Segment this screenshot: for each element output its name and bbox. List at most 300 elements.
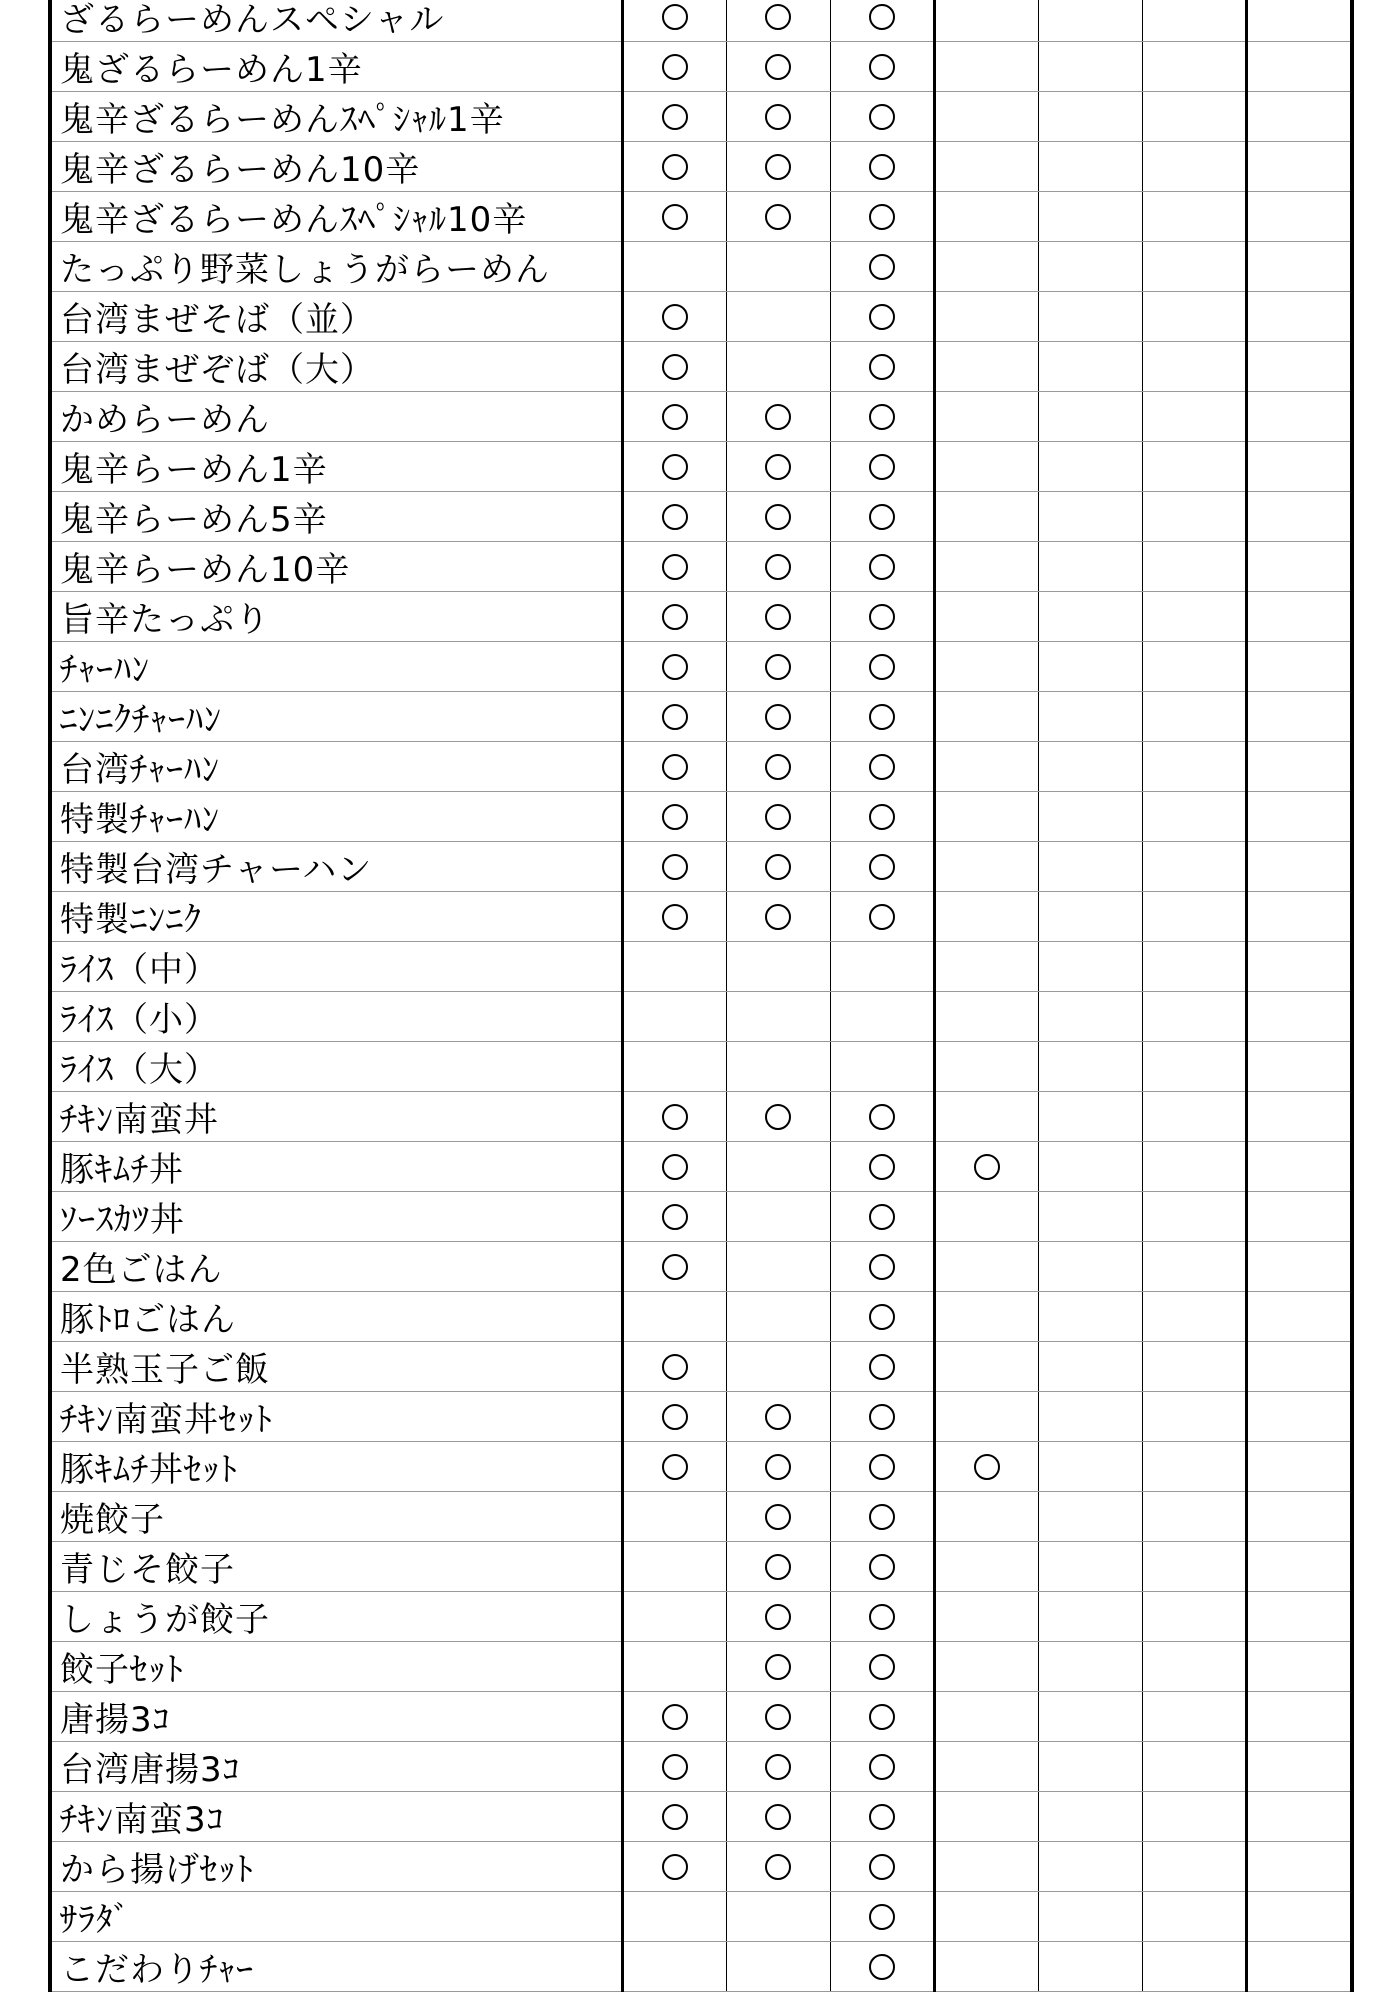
- mark-cell: [830, 1042, 934, 1092]
- circle-mark-icon: [869, 4, 895, 30]
- table-row: [50, 1892, 1352, 1942]
- mark-cell: [934, 792, 1038, 842]
- mark-cell: [1142, 792, 1246, 842]
- circle-mark-icon: [662, 4, 688, 30]
- mark-cell: [622, 0, 726, 42]
- mark-cell: [1142, 1142, 1246, 1192]
- circle-mark-icon: [662, 554, 688, 580]
- mark-cell: [622, 992, 726, 1042]
- mark-cell: [934, 1242, 1038, 1292]
- circle-mark-icon: [869, 1854, 895, 1880]
- menu-item-name: しょうが餃子: [50, 1592, 622, 1642]
- mark-cell: [934, 1042, 1038, 1092]
- mark-cell: [1142, 292, 1246, 342]
- mark-cell: [1246, 1792, 1352, 1842]
- mark-cell: [830, 1542, 934, 1592]
- mark-cell: [1246, 192, 1352, 242]
- menu-item-name: 2色ごはん: [50, 1242, 622, 1292]
- mark-cell: [830, 1842, 934, 1892]
- circle-mark-icon: [765, 154, 791, 180]
- circle-mark-icon: [869, 654, 895, 680]
- mark-cell: [622, 242, 726, 292]
- mark-cell: [726, 1692, 830, 1742]
- menu-item-name: 特製台湾チャーハン: [50, 842, 622, 892]
- menu-item-name: 鬼辛らーめん1辛: [50, 442, 622, 492]
- mark-cell: [622, 1942, 726, 1992]
- mark-cell: [830, 1942, 934, 1992]
- circle-mark-icon: [869, 1204, 895, 1230]
- mark-cell: [830, 692, 934, 742]
- mark-cell: [934, 1142, 1038, 1192]
- table-row: [50, 42, 1352, 92]
- mark-cell: [622, 1792, 726, 1842]
- mark-cell: [1246, 142, 1352, 192]
- mark-cell: [622, 592, 726, 642]
- circle-mark-icon: [765, 504, 791, 530]
- circle-mark-icon: [765, 1504, 791, 1530]
- menu-item-name: 鬼辛ざるらーめん10辛: [50, 142, 622, 192]
- mark-cell: [1246, 342, 1352, 392]
- mark-cell: [1038, 1692, 1142, 1742]
- table-row: [50, 1792, 1352, 1842]
- mark-cell: [726, 1542, 830, 1592]
- mark-cell: [934, 442, 1038, 492]
- circle-mark-icon: [869, 304, 895, 330]
- mark-cell: [934, 1792, 1038, 1842]
- table-row: [50, 92, 1352, 142]
- mark-cell: [1142, 1192, 1246, 1242]
- mark-cell: [934, 92, 1038, 142]
- circle-mark-icon: [869, 1104, 895, 1130]
- mark-cell: [622, 1242, 726, 1292]
- mark-cell: [1246, 1242, 1352, 1292]
- mark-cell: [1246, 1392, 1352, 1442]
- mark-cell: [1038, 592, 1142, 642]
- mark-cell: [726, 442, 830, 492]
- table-row: [50, 1742, 1352, 1792]
- mark-cell: [830, 1192, 934, 1242]
- table-row: [50, 642, 1352, 692]
- mark-cell: [1038, 542, 1142, 592]
- circle-mark-icon: [662, 1704, 688, 1730]
- mark-cell: [934, 842, 1038, 892]
- table-row: [50, 1342, 1352, 1392]
- circle-mark-icon: [869, 904, 895, 930]
- circle-mark-icon: [869, 804, 895, 830]
- mark-cell: [622, 542, 726, 592]
- circle-mark-icon: [869, 1154, 895, 1180]
- table-row: [50, 1692, 1352, 1742]
- mark-cell: [622, 192, 726, 242]
- mark-cell: [726, 1342, 830, 1392]
- menu-item-name: 青じそ餃子: [50, 1542, 622, 1592]
- mark-cell: [726, 1592, 830, 1642]
- circle-mark-icon: [662, 1804, 688, 1830]
- mark-cell: [830, 142, 934, 192]
- mark-cell: [726, 242, 830, 292]
- circle-mark-icon: [662, 1754, 688, 1780]
- mark-cell: [1142, 92, 1246, 142]
- circle-mark-icon: [662, 1354, 688, 1380]
- mark-cell: [1142, 992, 1246, 1042]
- mark-cell: [934, 1092, 1038, 1142]
- menu-item-name: ﾆﾝﾆｸﾁｬｰﾊﾝ: [50, 692, 622, 742]
- circle-mark-icon: [662, 804, 688, 830]
- menu-item-name: 豚ｷﾑﾁ丼ｾｯﾄ: [50, 1442, 622, 1492]
- mark-cell: [1246, 1692, 1352, 1742]
- circle-mark-icon: [765, 1854, 791, 1880]
- menu-item-name: ﾗｲｽ（中）: [50, 942, 622, 992]
- table-row: [50, 492, 1352, 542]
- circle-mark-icon: [869, 1504, 895, 1530]
- menu-item-name: 台湾まぜそば（並）: [50, 292, 622, 342]
- mark-cell: [622, 392, 726, 442]
- mark-cell: [622, 1642, 726, 1692]
- mark-cell: [934, 642, 1038, 692]
- mark-cell: [830, 1592, 934, 1642]
- table-row: [50, 1392, 1352, 1442]
- mark-cell: [1038, 0, 1142, 42]
- menu-item-name: 鬼辛らーめん5辛: [50, 492, 622, 542]
- mark-cell: [1142, 1742, 1246, 1792]
- menu-item-name: 豚ﾄﾛごはん: [50, 1292, 622, 1342]
- table-row: [50, 1592, 1352, 1642]
- mark-cell: [1038, 1392, 1142, 1442]
- mark-cell: [830, 1392, 934, 1442]
- mark-cell: [1038, 1092, 1142, 1142]
- mark-cell: [1038, 392, 1142, 442]
- circle-mark-icon: [765, 1554, 791, 1580]
- mark-cell: [726, 1442, 830, 1492]
- mark-cell: [726, 1492, 830, 1542]
- mark-cell: [830, 742, 934, 792]
- circle-mark-icon: [765, 4, 791, 30]
- circle-mark-icon: [662, 1254, 688, 1280]
- table-row: [50, 992, 1352, 1042]
- mark-cell: [830, 1892, 934, 1942]
- table-row: [50, 1842, 1352, 1892]
- table-row: [50, 0, 1352, 42]
- menu-item-name: ﾗｲｽ（小）: [50, 992, 622, 1042]
- mark-cell: [1246, 1842, 1352, 1892]
- menu-item-name: から揚げｾｯﾄ: [50, 1842, 622, 1892]
- mark-cell: [622, 1842, 726, 1892]
- menu-item-name: かめらーめん: [50, 392, 622, 442]
- mark-cell: [1246, 492, 1352, 542]
- mark-cell: [830, 442, 934, 492]
- table-row: [50, 292, 1352, 342]
- mark-cell: [1038, 942, 1142, 992]
- mark-cell: [1246, 992, 1352, 1042]
- mark-cell: [1038, 292, 1142, 342]
- mark-cell: [1038, 1792, 1142, 1842]
- menu-item-name: 旨辛たっぷり: [50, 592, 622, 642]
- circle-mark-icon: [974, 1454, 1000, 1480]
- table-row: [50, 892, 1352, 942]
- mark-cell: [1142, 142, 1246, 192]
- mark-cell: [726, 492, 830, 542]
- menu-item-name: ざるらーめんスペシャル: [50, 0, 622, 42]
- mark-cell: [830, 842, 934, 892]
- circle-mark-icon: [869, 604, 895, 630]
- mark-cell: [934, 1542, 1038, 1592]
- menu-item-name: ｿｰｽｶﾂ丼: [50, 1192, 622, 1242]
- mark-cell: [726, 0, 830, 42]
- circle-mark-icon: [869, 1254, 895, 1280]
- mark-cell: [934, 142, 1038, 192]
- circle-mark-icon: [869, 254, 895, 280]
- mark-cell: [830, 1242, 934, 1292]
- mark-cell: [726, 992, 830, 1042]
- circle-mark-icon: [662, 154, 688, 180]
- mark-cell: [726, 92, 830, 142]
- mark-cell: [726, 542, 830, 592]
- circle-mark-icon: [662, 1104, 688, 1130]
- mark-cell: [726, 342, 830, 392]
- circle-mark-icon: [662, 1404, 688, 1430]
- mark-cell: [934, 742, 1038, 792]
- mark-cell: [726, 1892, 830, 1942]
- circle-mark-icon: [765, 554, 791, 580]
- mark-cell: [934, 392, 1038, 442]
- mark-cell: [830, 1442, 934, 1492]
- mark-cell: [726, 1192, 830, 1242]
- circle-mark-icon: [765, 604, 791, 630]
- mark-cell: [1038, 1492, 1142, 1542]
- circle-mark-icon: [662, 104, 688, 130]
- mark-cell: [1246, 1642, 1352, 1692]
- mark-cell: [1038, 892, 1142, 942]
- mark-cell: [726, 642, 830, 692]
- mark-cell: [830, 492, 934, 542]
- mark-cell: [622, 1092, 726, 1142]
- mark-cell: [830, 242, 934, 292]
- circle-mark-icon: [869, 704, 895, 730]
- table-row: [50, 142, 1352, 192]
- allergen-table: [48, 0, 1354, 1992]
- circle-mark-icon: [869, 1604, 895, 1630]
- mark-cell: [830, 0, 934, 42]
- circle-mark-icon: [869, 1454, 895, 1480]
- mark-cell: [1038, 92, 1142, 142]
- mark-cell: [1246, 642, 1352, 692]
- menu-item-name: ﾗｲｽ（大）: [50, 1042, 622, 1092]
- mark-cell: [1038, 242, 1142, 292]
- mark-cell: [622, 292, 726, 342]
- menu-item-name: 半熟玉子ご飯: [50, 1342, 622, 1392]
- mark-cell: [1246, 942, 1352, 992]
- mark-cell: [934, 1842, 1038, 1892]
- mark-cell: [1142, 1892, 1246, 1942]
- mark-cell: [1142, 842, 1246, 892]
- mark-cell: [830, 942, 934, 992]
- menu-item-name: ﾁｷﾝ南蛮丼: [50, 1092, 622, 1142]
- mark-cell: [830, 1142, 934, 1192]
- circle-mark-icon: [765, 1454, 791, 1480]
- mark-cell: [1142, 1342, 1246, 1392]
- mark-cell: [622, 1142, 726, 1192]
- mark-cell: [1142, 1042, 1246, 1092]
- mark-cell: [830, 892, 934, 942]
- circle-mark-icon: [765, 104, 791, 130]
- mark-cell: [1038, 192, 1142, 242]
- mark-cell: [934, 1492, 1038, 1542]
- mark-cell: [1038, 1142, 1142, 1192]
- menu-item-name: 特製ﾁｬｰﾊﾝ: [50, 792, 622, 842]
- circle-mark-icon: [869, 154, 895, 180]
- circle-mark-icon: [662, 604, 688, 630]
- circle-mark-icon: [765, 704, 791, 730]
- menu-item-name: たっぷり野菜しょうがらーめん: [50, 242, 622, 292]
- mark-cell: [1038, 492, 1142, 542]
- mark-cell: [726, 1242, 830, 1292]
- mark-cell: [1142, 192, 1246, 242]
- mark-cell: [1038, 1642, 1142, 1692]
- mark-cell: [1038, 992, 1142, 1042]
- table-body: [50, 0, 1352, 1992]
- mark-cell: [830, 392, 934, 442]
- mark-cell: [1246, 842, 1352, 892]
- mark-cell: [622, 1342, 726, 1392]
- mark-cell: [1038, 692, 1142, 742]
- mark-cell: [1038, 142, 1142, 192]
- menu-item-name: 台湾まぜぞば（大）: [50, 342, 622, 392]
- circle-mark-icon: [869, 104, 895, 130]
- mark-cell: [934, 1592, 1038, 1642]
- mark-cell: [1142, 1692, 1246, 1742]
- mark-cell: [726, 792, 830, 842]
- circle-mark-icon: [662, 654, 688, 680]
- mark-cell: [1038, 1742, 1142, 1792]
- mark-cell: [726, 1142, 830, 1192]
- mark-cell: [1038, 1442, 1142, 1492]
- circle-mark-icon: [869, 54, 895, 80]
- circle-mark-icon: [765, 904, 791, 930]
- circle-mark-icon: [869, 754, 895, 780]
- table-row: [50, 942, 1352, 992]
- mark-cell: [1038, 742, 1142, 792]
- mark-cell: [1142, 542, 1246, 592]
- circle-mark-icon: [869, 1954, 895, 1980]
- circle-mark-icon: [765, 54, 791, 80]
- menu-item-name: ｻﾗﾀﾞ: [50, 1892, 622, 1942]
- circle-mark-icon: [662, 404, 688, 430]
- mark-cell: [1038, 842, 1142, 892]
- menu-item-name: 唐揚3ｺ: [50, 1692, 622, 1742]
- circle-mark-icon: [869, 404, 895, 430]
- mark-cell: [1246, 92, 1352, 142]
- circle-mark-icon: [662, 1204, 688, 1230]
- mark-cell: [1142, 0, 1246, 42]
- mark-cell: [830, 92, 934, 142]
- mark-cell: [1142, 1642, 1246, 1692]
- mark-cell: [1142, 742, 1246, 792]
- mark-cell: [1246, 542, 1352, 592]
- mark-cell: [622, 1692, 726, 1742]
- table-row: [50, 1942, 1352, 1992]
- mark-cell: [1246, 1142, 1352, 1192]
- mark-cell: [934, 542, 1038, 592]
- mark-cell: [726, 42, 830, 92]
- table-row: [50, 1092, 1352, 1142]
- mark-cell: [830, 1342, 934, 1392]
- mark-cell: [622, 842, 726, 892]
- mark-cell: [622, 1542, 726, 1592]
- mark-cell: [934, 192, 1038, 242]
- mark-cell: [726, 1092, 830, 1142]
- mark-cell: [934, 342, 1038, 392]
- mark-cell: [726, 1642, 830, 1692]
- mark-cell: [726, 1942, 830, 1992]
- mark-cell: [1142, 492, 1246, 542]
- mark-cell: [830, 1492, 934, 1542]
- circle-mark-icon: [869, 1804, 895, 1830]
- mark-cell: [622, 792, 726, 842]
- mark-cell: [1246, 792, 1352, 842]
- circle-mark-icon: [765, 804, 791, 830]
- mark-cell: [1142, 1442, 1246, 1492]
- mark-cell: [934, 1942, 1038, 1992]
- mark-cell: [1142, 42, 1246, 92]
- mark-cell: [726, 1792, 830, 1842]
- mark-cell: [1038, 1342, 1142, 1392]
- mark-cell: [1142, 1292, 1246, 1342]
- circle-mark-icon: [662, 354, 688, 380]
- mark-cell: [934, 692, 1038, 742]
- mark-cell: [726, 1292, 830, 1342]
- mark-cell: [726, 842, 830, 892]
- mark-cell: [934, 1742, 1038, 1792]
- menu-item-name: 餃子ｾｯﾄ: [50, 1642, 622, 1692]
- mark-cell: [1038, 1542, 1142, 1592]
- menu-item-name: 特製ﾆﾝﾆｸ: [50, 892, 622, 942]
- mark-cell: [1142, 242, 1246, 292]
- mark-cell: [830, 542, 934, 592]
- mark-cell: [830, 592, 934, 642]
- circle-mark-icon: [765, 1404, 791, 1430]
- circle-mark-icon: [765, 454, 791, 480]
- circle-mark-icon: [869, 1404, 895, 1430]
- table-row: [50, 1042, 1352, 1092]
- menu-item-name: ﾁｷﾝ南蛮丼ｾｯﾄ: [50, 1392, 622, 1442]
- mark-cell: [726, 1742, 830, 1792]
- mark-cell: [726, 292, 830, 342]
- mark-cell: [1246, 1342, 1352, 1392]
- mark-cell: [622, 742, 726, 792]
- circle-mark-icon: [662, 54, 688, 80]
- circle-mark-icon: [869, 1304, 895, 1330]
- mark-cell: [934, 942, 1038, 992]
- mark-cell: [934, 292, 1038, 342]
- mark-cell: [830, 42, 934, 92]
- circle-mark-icon: [869, 1704, 895, 1730]
- mark-cell: [934, 1892, 1038, 1942]
- mark-cell: [934, 1692, 1038, 1742]
- mark-cell: [726, 892, 830, 942]
- mark-cell: [1246, 42, 1352, 92]
- mark-cell: [1246, 0, 1352, 42]
- circle-mark-icon: [765, 1804, 791, 1830]
- circle-mark-icon: [869, 1654, 895, 1680]
- mark-cell: [1142, 1592, 1246, 1642]
- mark-cell: [622, 1892, 726, 1942]
- mark-cell: [934, 592, 1038, 642]
- mark-cell: [1142, 692, 1246, 742]
- mark-cell: [830, 992, 934, 1042]
- menu-item-name: 焼餃子: [50, 1492, 622, 1542]
- mark-cell: [1142, 1492, 1246, 1542]
- mark-cell: [1038, 1892, 1142, 1942]
